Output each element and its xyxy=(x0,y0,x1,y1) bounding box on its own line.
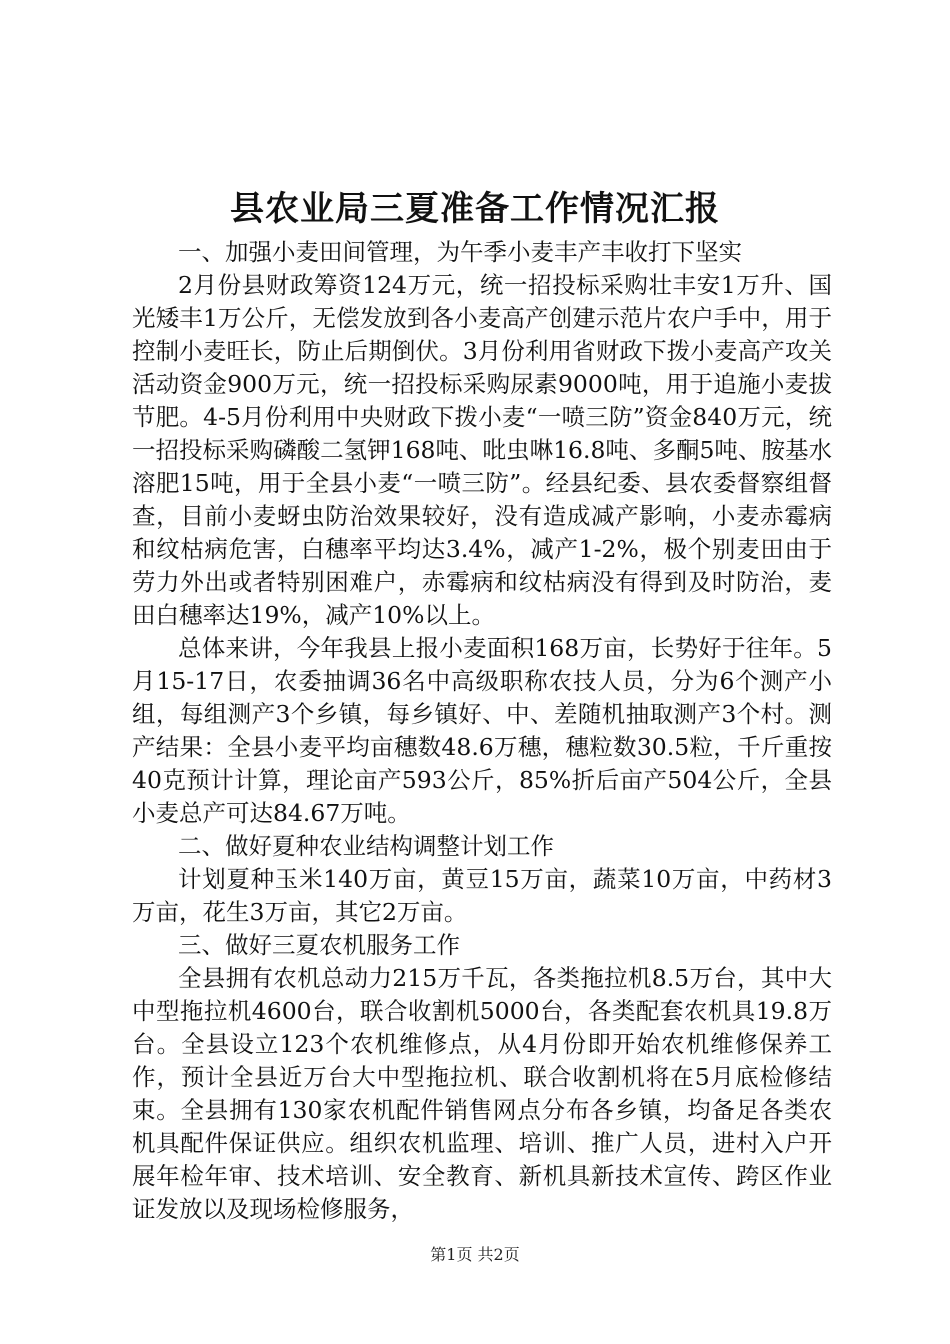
paragraph-2: 总体来讲，今年我县上报小麦面积168万亩，长势好于往年。5月15-17日，农委抽调36名中高级职称农技人员，分为6个测产小组，每组测产3个乡镇，每乡镇好、中、差随机抽取测产3个村。测产结果：全县小麦平均亩穗数48.6万穗，穗粒数30.5粒，千斤重按40克预计计算，理论亩产593公斤，85%折后亩产504公斤，全县小麦总产可达84.67万吨。 xyxy=(132,634,832,827)
section-heading-1: 一、加强小麦田间管理，为午季小麦丰产丰收打下坚实 xyxy=(178,238,742,266)
document-body xyxy=(132,236,832,1226)
paragraph-4: 全县拥有农机总动力215万千瓦，各类拖拉机8.5万台，其中大中型拖拉机4600台，联合收割机5000台，各类配套农机具19.8万台。全县设立123个农机维修点，从4月份即开始农机维修保养工作，预计全县近万台大中型拖拉机、联合收割机将在5月底检修结束。全县拥有130家农机配件销售网点分布各乡镇，均备足各类农机具配件保证供应。组织农机监理、培训、推广人员，进村入户开展年检年审、技术培训、安全教育、新机具新技术宣传、跨区作业证发放以及现场检修服务， xyxy=(132,964,832,1223)
paragraph-1: 2月份县财政筹资124万元，统一招投标采购壮丰安1万升、国光矮丰1万公斤，无偿发放到各小麦高产创建示范片农户手中，用于控制小麦旺长，防止后期倒伏。3月份利用省财政下拨小麦高产攻关活动资金900万元，统一招投标采购尿素9000吨，用于追施小麦拔节肥。4-5月份利用中央财政下拨小麦“一喷三防”资金840万元，统一招投标采购磷酸二氢钾168吨、吡虫啉16.8吨、多酮5吨、胺基水溶肥15吨，用于全县小麦“一喷三防”。经县纪委、县农委督察组督查，目前小麦蚜虫防治效果较好，没有造成减产影响，小麦赤霉病和纹枯病危害，白穗率平均达3.4%，减产1-2%，极个别麦田由于劳力外出或者特别困难户，赤霉病和纹枯病没有得到及时防治，麦田白穗率达19%，减产10%以上。 xyxy=(132,271,832,629)
paragraph-3: 计划夏种玉米140万亩，黄豆15万亩，蔬菜10万亩，中药材3万亩，花生3万亩，其它2万亩。 xyxy=(132,865,832,926)
section-heading-3: 三、做好三夏农机服务工作 xyxy=(178,931,460,959)
section-heading-2: 二、做好夏种农业结构调整计划工作 xyxy=(178,832,554,860)
page-footer: 第1页 共2页 xyxy=(430,1245,520,1264)
document-title: 县农业局三夏准备工作情况汇报 xyxy=(230,189,720,229)
